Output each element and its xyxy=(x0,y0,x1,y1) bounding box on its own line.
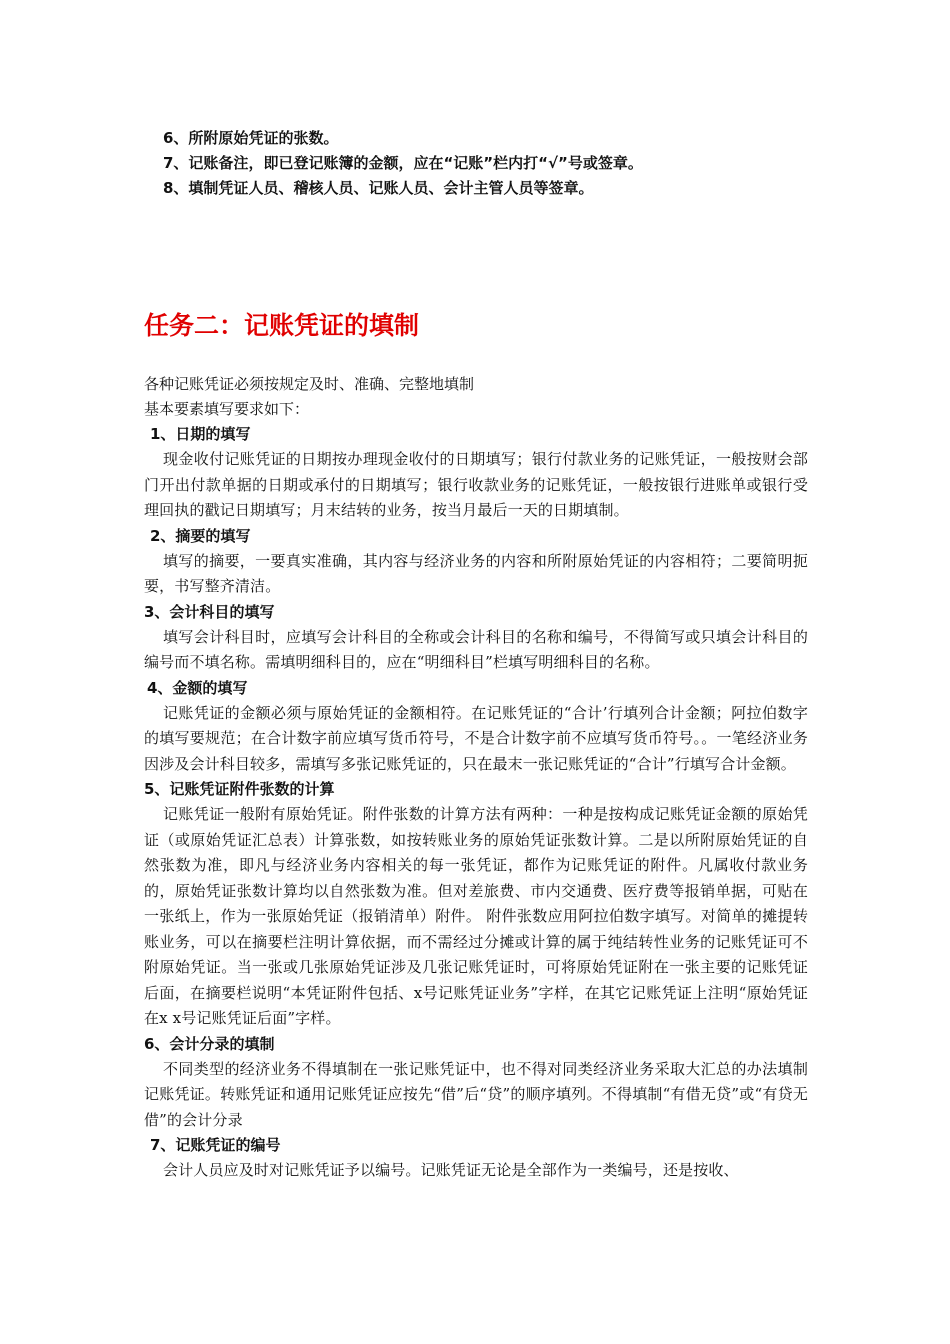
intro-line: 各种记账凭证必须按规定及时、准确、完整地填制 xyxy=(144,375,475,393)
list-item: 8、填制凭证人员、稽核人员、记账人员、会计主管人员等签章。 xyxy=(163,179,594,197)
section-paragraph: 填写会计科目时，应填写会计科目的全称或会计科目的名称和编号，不得简写或只填会计科目的编号而不填名称。需填明细科目的，应在“明细科目”栏填写明细科目的名称。 xyxy=(144,627,808,671)
intro-line: 基本要素填写要求如下： xyxy=(144,400,310,418)
section-paragraph: 填写的摘要，一要真实准确，其内容与经济业务的内容和所附原始凭证的内容相符；二要简明扼要，书写整齐清洁。 xyxy=(144,551,808,595)
task-title: 任务二：记账凭证的填制 xyxy=(144,311,420,340)
section-heading: 3、会计科目的填写 xyxy=(144,602,275,621)
section-heading: 7、记账凭证的编号 xyxy=(150,1136,281,1154)
section-heading: 6、会计分录的填制 xyxy=(144,1034,275,1053)
list-item: 6、所附原始凭证的张数。 xyxy=(163,129,339,147)
section-paragraph: 会计人员应及时对记账凭证予以编号。记账凭证无论是全部作为一类编号，还是按收、 xyxy=(163,1161,739,1179)
section-heading: 4、金额的填写 xyxy=(147,678,248,697)
section-paragraph: 不同类型的经济业务不得填制在一张记账凭证中，也不得对同类经济业务采取大汇总的办法填制记账凭证。转账凭证和通用记账凭证应按先“借”后“贷”的顺序填列。不得填制“有借无贷”或“有贷无借”的会计分录 xyxy=(144,1059,808,1129)
section-heading: 5、记账凭证附件张数的计算 xyxy=(144,780,335,798)
list-item: 7、记账备注，即已登记账簿的金额，应在“记账”栏内打“√”号或签章。 xyxy=(163,154,643,172)
voucher-elements-list xyxy=(163,126,863,201)
document-body xyxy=(144,372,808,1184)
section-paragraph: 现金收付记账凭证的日期按办理现金收付的日期填写；银行付款业务的记账凭证，一般按财会部门开出付款单据的日期或承付的日期填写；银行收款业务的记账凭证，一般按银行进账单或银行受理回执的戳记日期填写；月末结转的业务，按当月最后一天的日期填制。 xyxy=(144,450,808,519)
section-paragraph: 记账凭证的金额必须与原始凭证的金额相符。在记账凭证的“合计’行填列合计金额；阿拉伯数字的填写要规范；在合计数字前应填写货币符号，不是合计数字前不应填写货币符号。。一笔经济业务因涉及会计科目较多，需填写多张记账凭证的，只在最末一张记账凭证的“合计”行填写合计金额。 xyxy=(144,703,808,773)
section-paragraph: 记账凭证一般附有原始凭证。附件张数的计算方法有两种：一种是按构成记账凭证金额的原始凭证（或原始凭证汇总表）计算张数，如按转账业务的原始凭证张数计算。二是以所附原始凭证的自然张数为准，即凡与经济业务内容相关的每一张凭证，都作为记账凭证的附件。凡属收付款业务的，原始凭证张数计算均以自然张数为准。但对差旅费、市内交通费、医疗费等报销单据，可贴在一张纸上，作为一张原始凭证（报销清单）附件。 附件张数应用阿拉伯数字填写。对简单的摊提转账业务，可以在摘要栏注明计算依据，而不需经过分摊或计算的属于纯结转性业务的记账凭证可不附原始凭证。当一张或几张原始凭证涉及几张记账凭证时，可将原始凭证附在一张主要的记账凭证后面，在摘要栏说明“本凭证附件包括、x号记账凭证业务”字样，在其它记账凭证上注明“原始凭证在x x号记账凭证后面”字样。 xyxy=(144,805,808,1027)
section-heading: 1、日期的填写 xyxy=(150,425,251,443)
section-heading: 2、摘要的填写 xyxy=(150,526,251,545)
